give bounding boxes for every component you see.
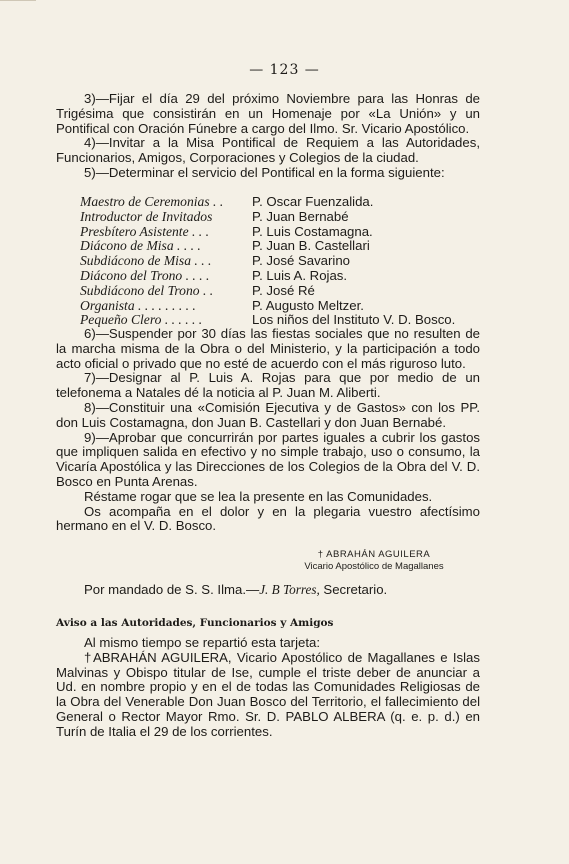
page-number: — 123 — [249,62,320,78]
service-person: P. Oscar Fuenzalida. [252,194,374,209]
service-person: P. Luis Costamagna. [252,223,373,239]
service-role: Pequeño Clero . . . . . . [80,313,203,328]
service-role: Diácono de Misa . . . . [80,239,201,254]
list-item [80,195,480,210]
paragraph-7: 7)—Designar al P. Luis A. Rojas para que por medio de un telefonema a Natales dé la noticia al P. Juan M. Aliberti. [56,370,480,401]
service-role: Presbítero Asistente . . . [80,224,210,239]
paragraph-6: 6)—Suspender por 30 días las fiestas sociales que no resulten de la marcha misma de la Obra o del Ministerio, y la participación a todo acto oficial o privado que no esté de acuerdo con el más riguroso luto. [56,326,480,371]
paragraph-5: 5)—Determinar el servicio del Pontifical en la forma siguiente: [84,164,445,180]
paragraph-4: 4)—Invitar a la Misa Pontifical de Requiem a las Autoridades, Funcionarios, Amigos, Corporaciones y Colegios de la ciudad. [56,135,480,166]
service-role: Subdiácono de Misa . . . [80,254,212,269]
secretary-line [84,582,387,598]
resolutions-top [56,92,480,181]
paragraph-8: 8)—Constituir una «Comisión Ejecutiva y de Gastos» con los PP. don Luis Costamagna, don Juan B. Castellari y don Juan Bernabé. [56,399,480,430]
service-person: Los niños del Instituto V. D. Bosco. [252,312,456,328]
list-item [80,299,480,314]
service-role: Maestro de Ceremonias . . [80,195,224,209]
list-item [80,210,480,225]
service-person: P. Juan Bernabé [252,208,349,224]
secretary-name: J. B Torres, [259,582,320,597]
resolutions-mid [56,327,480,534]
closing-farewell: Os acompaña en el dolor y en la plegaria vuestro afectísimo hermano en el V. D. Bosco. [56,503,480,534]
closing-request: Réstame rogar que se lea la presente en las Comunidades. [84,488,433,504]
secretary-prefix: Por mandado de S. S. Ilma.— [84,582,260,597]
notice-section [56,636,480,740]
service-role: Diácono del Trono . . . . [80,268,210,283]
signature-block [266,549,482,573]
section-heading: Aviso a las Autoridades, Funcionarios y Amigos [56,617,334,629]
service-person: P. Juan B. Castellari [252,238,370,254]
signature-name: † ABRAHÁN AGUILERA [317,549,431,560]
service-person: P. Luis A. Rojas. [252,267,348,283]
service-list [80,195,480,328]
list-item [80,225,480,240]
service-person: P. José Savarino [252,253,350,269]
paragraph-3: 3)—Fijar el día 29 del próximo Noviembre para las Honras de Trigésima que consistirán en un Homenaje por «La Unión» y un Pontifical con Oración Fúnebre a cargo del Ilmo. Sr. Vicario Apostólico. [56,91,480,136]
signature-title: Vicario Apostólico de Magallanes [304,561,444,572]
notice-intro: Al mismo tiempo se repartió esta tarjeta: [84,635,321,650]
list-item [80,269,480,284]
notice-card-text: †ABRAHÁN AGUILERA, Vicario Apostólico de Magallanes e Islas Malvinas y Obispo titular de Ise, cumple el triste deber de anunciar a Ud. en nombre propio y en el de todas las Comunidades Religiosas de la Obra del Venerable Don Juan Bosco del Territorio, el fallecimiento del General o Rector Mayor Rmo. Sr. D. PABLO ALBERA (q. e. p. d.) en Turín de Italia el 29 de los corrientes. [56,649,480,739]
service-role: Organista . . . . . . . . . [80,298,196,313]
paragraph-9: 9)—Aprobar que concurrirán por partes iguales a cubrir los gastos que impliquen salida en efectivo y no simple trabajo, uso o consumo, la Vicaría Apostólica y las Direcciones de los Colegios de la Obra del V. D. Bosco en Punta Arenas. [56,429,480,489]
service-role: Introductor de Invitados [80,209,213,224]
secretary-suffix: Secretario. [319,582,388,597]
list-item [80,239,480,254]
service-role: Subdiácono del Trono . . [80,283,214,298]
page-edge-mark [0,0,36,1]
list-item [80,254,480,269]
service-person: P. José Ré [252,282,315,298]
list-item [80,284,480,299]
service-person: P. Augusto Meltzer. [252,297,364,313]
